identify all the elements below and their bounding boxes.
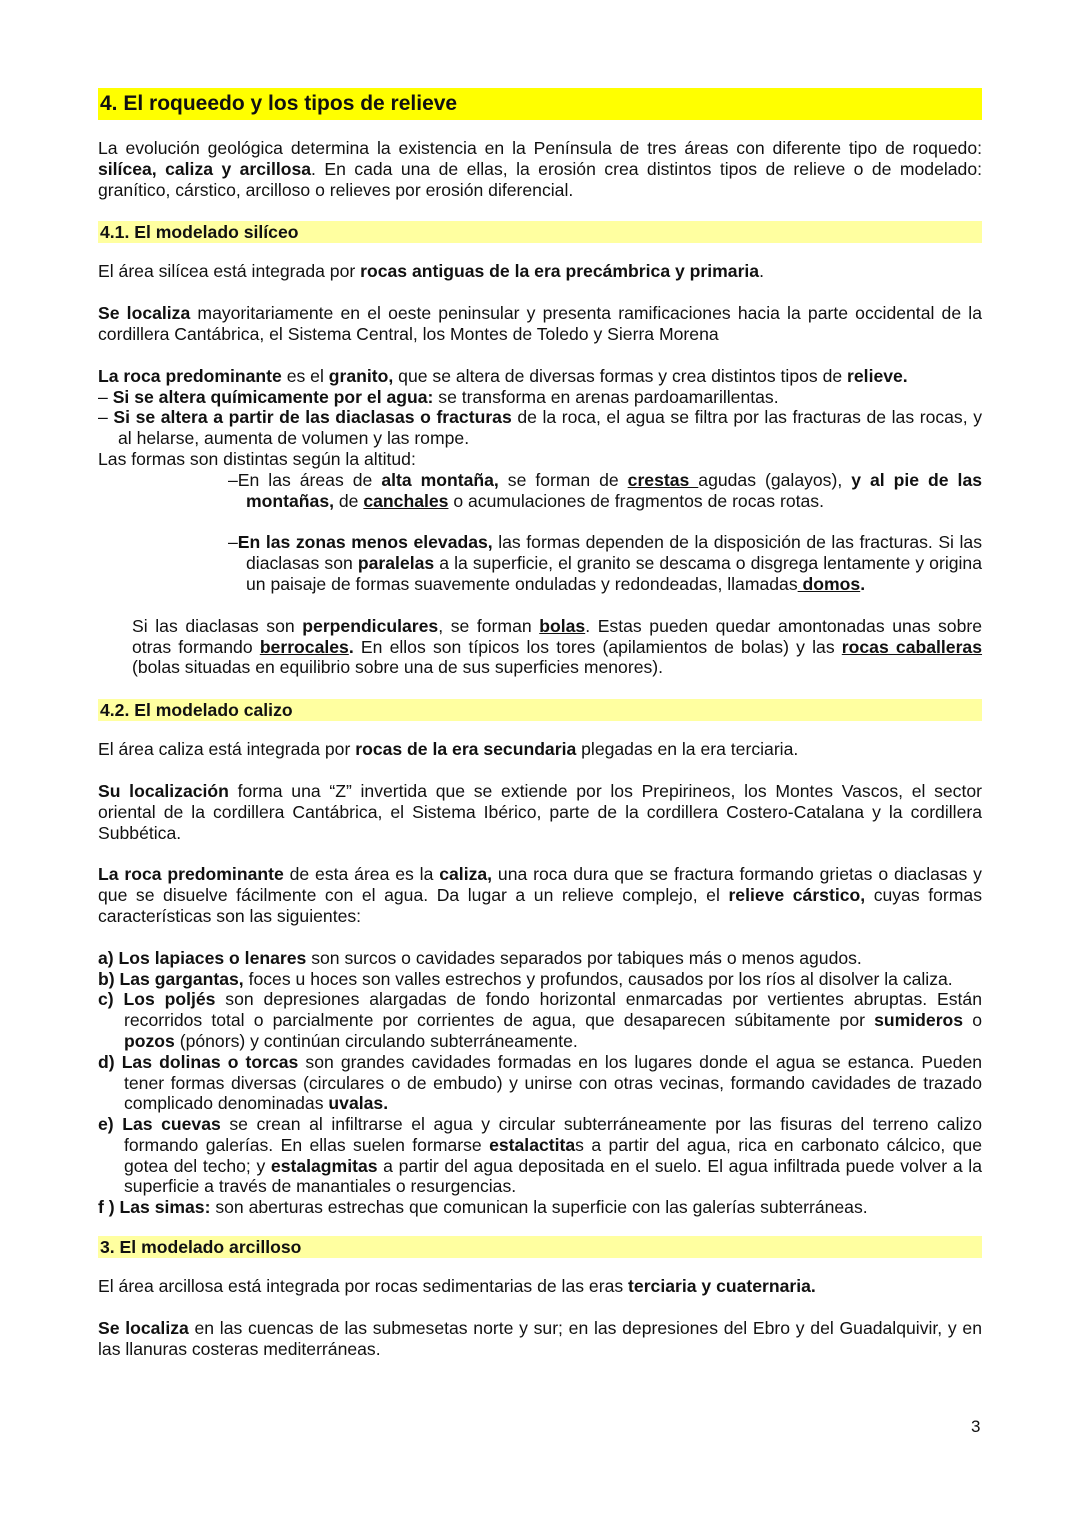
text: de bbox=[334, 490, 364, 511]
text: se forman de bbox=[498, 469, 628, 490]
bold-text: La roca predominante bbox=[98, 864, 284, 885]
list-marker: b) bbox=[98, 968, 120, 989]
bold-text: relieve. bbox=[847, 365, 908, 386]
text: La evolución geológica determina la existencia en la Península de tres áreas con diferente tipo de roquedo: bbox=[98, 138, 982, 158]
text: (bolas situadas en equilibrio sobre una de sus superficies menores). bbox=[132, 657, 664, 678]
list-marker: c) bbox=[98, 989, 124, 1010]
section-heading-4-2: 4.2. El modelado calizo bbox=[98, 699, 982, 721]
text: El área silícea está integrada por bbox=[98, 261, 361, 282]
text: foces u hoces son valles estrechos y profundos, causados por los ríos al disolver la caliza. bbox=[243, 968, 953, 989]
text: son grandes cavidades formadas en los lugares donde el agua se estanca. Pueden tener formas diversas (circulares o de embudo) y unirse con otras vecinas, formando cavidades de trazado complicado denominadas bbox=[124, 1051, 983, 1114]
text: se crean al infiltrarse el agua y circular subterráneamente por las fisuras del terreno calizo formando galerías. En ellas suelen formarse bbox=[124, 1114, 982, 1155]
bold-text: terciaria y cuaternaria. bbox=[628, 1276, 816, 1297]
text: cuyas formas características son las siguientes: bbox=[98, 885, 982, 926]
bold-text: silícea, caliza y arcillosa bbox=[98, 158, 312, 179]
text: –En las áreas de bbox=[228, 469, 382, 490]
paragraph bbox=[132, 616, 982, 678]
bold-text: Se localiza bbox=[98, 1317, 189, 1338]
paragraph bbox=[98, 1276, 982, 1297]
text: Si las diaclasas son bbox=[132, 615, 303, 636]
paragraph bbox=[98, 303, 982, 345]
page-number: 3 bbox=[971, 1417, 981, 1436]
text: (pónors) y continúan circulando subterráneamente. bbox=[174, 1030, 578, 1051]
underlined-text: berrocales bbox=[259, 636, 349, 657]
underlined-text: canchales bbox=[363, 490, 449, 511]
bold-text: paralelas bbox=[357, 553, 435, 574]
dash-marker: – bbox=[98, 386, 113, 407]
text: . Estas pueden quedar amontonadas unas sobre otras formando bbox=[132, 615, 982, 657]
bold-text: Los lapiaces o lenares bbox=[118, 947, 307, 968]
text: que se altera de diversas formas y crea distintos tipos de bbox=[393, 365, 848, 386]
text: en las cuencas de las submesetas norte y sur; en las depresiones del Ebro y del Guadalquivir, y en las llanuras costeras mediterráneas. bbox=[98, 1317, 982, 1359]
bold-text: . bbox=[348, 636, 354, 657]
bold-text: estalactita bbox=[489, 1134, 576, 1155]
text: es el bbox=[281, 365, 329, 386]
list-item bbox=[98, 1052, 982, 1114]
sub-dash-item bbox=[214, 532, 982, 594]
list-item bbox=[98, 1114, 982, 1197]
text: plegadas en la era terciaria. bbox=[576, 739, 799, 760]
text: una roca dura que se fractura formando grietas o diaclasas y que se disuelve fácilmente con el agua. Da lugar a un relieve complejo, el bbox=[98, 864, 982, 906]
text: El área arcillosa está integrada por rocas sedimentarias de las eras bbox=[98, 1276, 629, 1297]
list-marker: d) bbox=[98, 1051, 122, 1072]
paragraph bbox=[98, 366, 982, 387]
bold-text: Las simas: bbox=[119, 1197, 211, 1218]
list-item bbox=[98, 948, 982, 969]
text: En ellos son típicos los tores (apilamientos de bolas) y las bbox=[353, 636, 842, 657]
bold-text: En las zonas menos elevadas, bbox=[237, 532, 493, 553]
text: son depresiones alargadas de fondo horizontal enmarcadas por vertientes abruptas. Están recorridos total o parcialmente por corrientes de agua, que desaparecen súbitamente por bbox=[124, 989, 982, 1031]
bold-text: sumideros bbox=[874, 1010, 964, 1031]
bold-text: uvalas. bbox=[328, 1093, 389, 1114]
bold-text: rocas antiguas de la era precámbrica y primaria bbox=[360, 261, 760, 282]
text: agudas (galayos), bbox=[698, 469, 852, 490]
text: o acumulaciones de fragmentos de rocas rotas. bbox=[448, 490, 824, 511]
bold-text: rocas de la era secundaria bbox=[355, 739, 577, 760]
text: son surcos o cavidades separados por tabiques más o menos agudos. bbox=[306, 947, 862, 968]
bold-text: La roca predominante bbox=[98, 365, 282, 386]
paragraph bbox=[98, 261, 982, 282]
spacer bbox=[98, 511, 982, 532]
list-item bbox=[98, 1197, 982, 1218]
dash-item bbox=[98, 387, 982, 408]
text: las formas dependen de la disposición de las fracturas. Si las diaclasas son bbox=[246, 532, 983, 574]
bold-text: . bbox=[860, 573, 866, 594]
paragraph: Las formas son distintas según la altitud: bbox=[98, 448, 416, 469]
underlined-text: rocas caballeras bbox=[841, 636, 983, 657]
bold-text: Los poljés bbox=[123, 989, 216, 1010]
bold-text: Si se altera a partir de las diaclasas o fracturas bbox=[113, 407, 512, 428]
paragraph bbox=[98, 739, 982, 760]
bold-text: estalagmitas bbox=[270, 1155, 378, 1176]
text: . En cada una de ellas, la erosión crea distintos tipos de relieve o de modelado: granítico, cárstico, arcilloso o relieves por erosión diferencial. bbox=[98, 158, 983, 200]
text: forma una “Z” invertida que se extiende por los Prepirineos, los Montes Vascos, el sector oriental de la cordillera Cantábrica, el Sistema Ibérico, parte de la cordillera Costero-Catalana y la cordillera Subbética. bbox=[98, 780, 982, 843]
paragraph bbox=[98, 864, 982, 926]
paragraph bbox=[98, 781, 982, 843]
dash-marker: – bbox=[98, 407, 114, 428]
bold-text: alta montaña, bbox=[381, 469, 499, 490]
spacer bbox=[98, 595, 982, 616]
list-marker: a) bbox=[98, 947, 119, 968]
text: a la superficie, el granito se descama o disgrega lentamente y origina un paisaje de formas suavemente onduladas y redondeadas, llamadas bbox=[246, 553, 983, 594]
sub-dash-item bbox=[214, 470, 982, 512]
bold-text: granito, bbox=[328, 365, 394, 386]
underlined-text: domos bbox=[797, 573, 861, 594]
list-item bbox=[98, 989, 982, 1051]
text: El área caliza está integrada por bbox=[98, 739, 356, 760]
bold-text: pozos bbox=[124, 1030, 175, 1051]
bold-text: Su localización bbox=[98, 780, 229, 801]
text: , se forman bbox=[438, 615, 540, 636]
bold-text: Las gargantas, bbox=[119, 968, 244, 989]
section-heading-4: 4. El roqueedo y los tipos de relieve bbox=[98, 88, 982, 120]
text: de esta área es la bbox=[283, 864, 440, 885]
underlined-text: crestas bbox=[627, 469, 699, 490]
bold-text: Si se altera químicamente por el agua: bbox=[112, 386, 434, 407]
intro-paragraph bbox=[98, 138, 982, 200]
text: se transforma en arenas pardoamarillentas. bbox=[433, 386, 779, 407]
dash-item bbox=[98, 407, 982, 449]
paragraph bbox=[98, 1318, 982, 1360]
bold-text: relieve cárstico, bbox=[728, 885, 866, 906]
document-page bbox=[98, 88, 982, 1380]
list-marker: f ) bbox=[98, 1197, 120, 1218]
bold-text: Las cuevas bbox=[122, 1114, 221, 1135]
list-marker: e) bbox=[98, 1114, 123, 1135]
text: a partir del agua depositada en el suelo. El agua infiltrada puede volver a la superficie a través de manantiales o resurgencias. bbox=[124, 1155, 982, 1197]
text: son aberturas estrechas que comunican la superficie con las galerías subterráneas. bbox=[210, 1197, 868, 1218]
text: – bbox=[228, 532, 238, 553]
text: s a partir del agua, rica en carbonato cálcico, que gotea del techo; y bbox=[124, 1134, 982, 1176]
text: mayoritariamente en el oeste peninsular y presenta ramificaciones hacia la parte occidental de la cordillera Cantábrica, el Sistema Central, los Montes de Toledo y Sierra Morena bbox=[98, 303, 982, 344]
text: o bbox=[963, 1010, 982, 1031]
bold-text: caliza, bbox=[439, 864, 493, 885]
section-heading-3: 3. El modelado arcilloso bbox=[98, 1236, 982, 1258]
text: de la roca, el agua se filtra por las fracturas de las rocas, y al helarse, aumenta de volumen y las rompe. bbox=[118, 407, 982, 449]
bold-text: perpendiculares bbox=[302, 615, 439, 636]
bold-text: Se localiza bbox=[98, 303, 191, 324]
bold-text: y al pie de las montañas, bbox=[246, 469, 983, 511]
bold-text: Las dolinas o torcas bbox=[121, 1051, 299, 1072]
underlined-text: bolas bbox=[539, 615, 586, 636]
list-item bbox=[98, 969, 982, 990]
text: . bbox=[759, 261, 764, 282]
section-heading-4-1: 4.1. El modelado silíceo bbox=[98, 221, 982, 243]
